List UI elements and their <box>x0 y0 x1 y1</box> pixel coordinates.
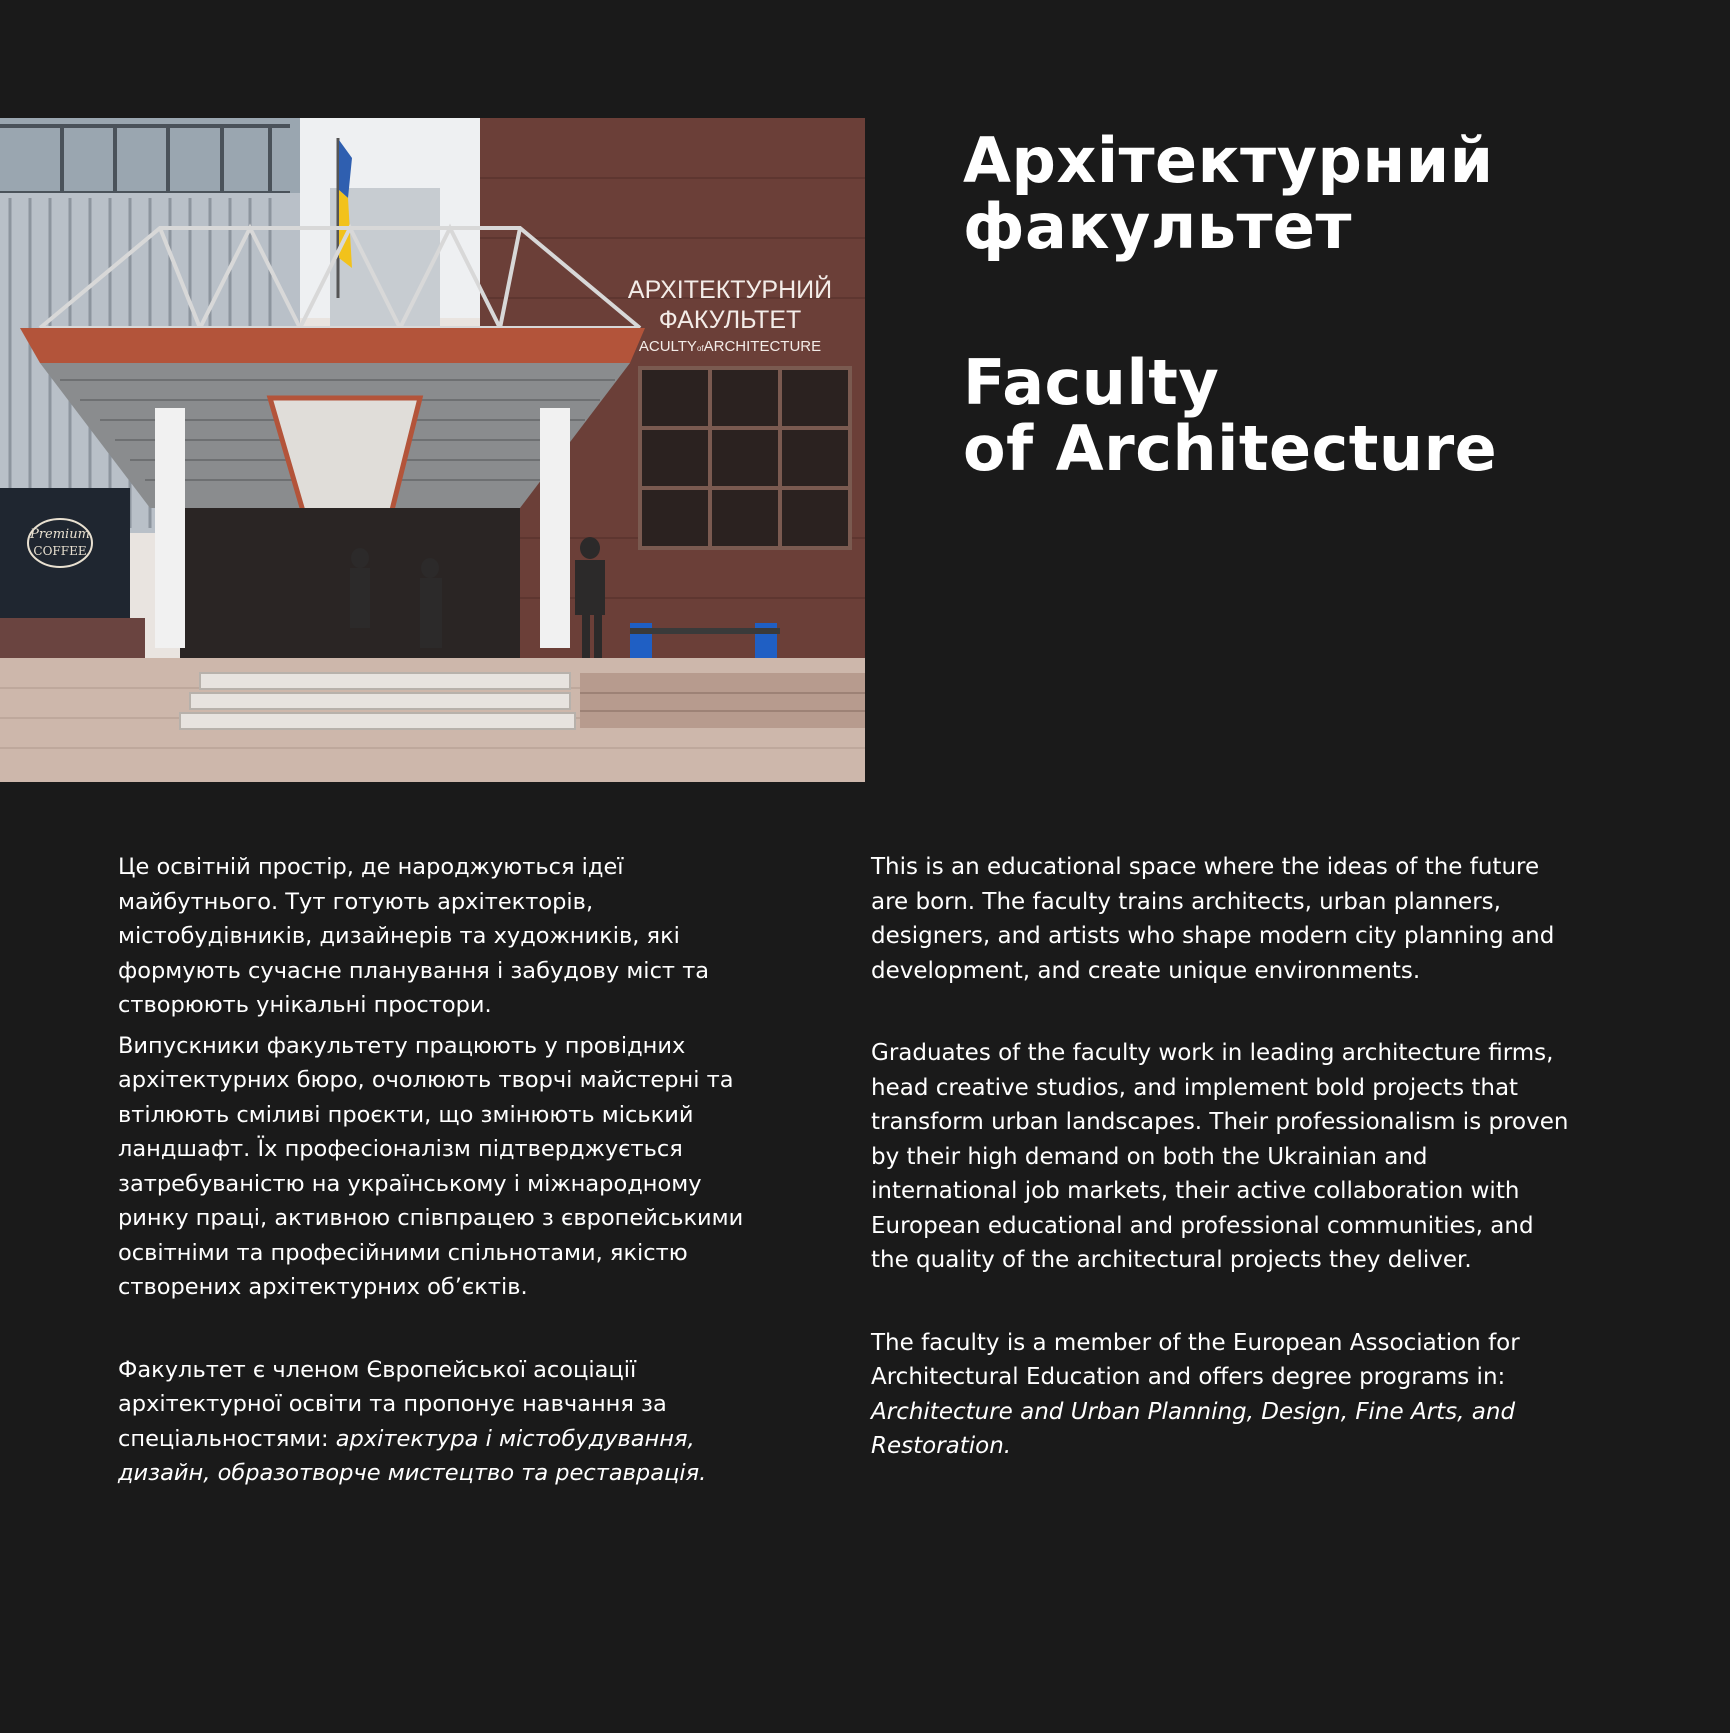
building-photo <box>0 118 865 782</box>
title-ukrainian-line1: Архітектурний <box>963 124 1494 197</box>
english-text-column <box>871 850 1571 1464</box>
english-paragraph-1: This is an educational space where the ideas of the future are born. The faculty trains architects, urban planners, designers, and artists who shape modern city planning and development, and create unique environments. <box>871 854 1555 984</box>
title-ukrainian-line2: факультет <box>963 190 1352 263</box>
ukrainian-text-column <box>118 850 778 1491</box>
ukrainian-paragraph-2: Випускники факультету працюють у провідних архітектурних бюро, очолюють творчі майстерні та втілюють сміливі проєкти, що змінюють міський ландшафт. Їх професіоналізм підтверджується затребуваністю на українському і міжнародному ринку праці, активною співпрацею з європейськими освітніми та професійними спільнотами, якістю створених архітектурних об’єктів. <box>118 1032 744 1300</box>
english-programs-list: Architecture and Urban Planning, Design, Fine Arts, and Restoration. <box>871 1398 1516 1459</box>
ukrainian-programs-list: архітектура і містобудування, дизайн, образотворче мистецтво та реставрація. <box>118 1425 707 1486</box>
ukrainian-paragraph-3 <box>118 1353 778 1491</box>
title-english-line2: of Architecture <box>963 412 1498 485</box>
title-ukrainian <box>963 124 1703 263</box>
ukrainian-paragraph-1: Це освітній простір, де народжуються ідеї майбутнього. Тут готують архітекторів, містобудівників, дизайнерів та художників, які формують сучасне планування і забудову міст та створюють унікальні простори. <box>118 854 710 1018</box>
title-english-line1: Faculty <box>963 346 1220 419</box>
photo-kiosk-line2: COFFEE <box>33 544 87 558</box>
photo-sign-line2: ФАКУЛЬТЕТ <box>658 306 802 334</box>
photo-sign-line3: ACULTYofARCHITECTURE <box>638 338 822 355</box>
photo-kiosk-line1: Premium <box>30 527 90 542</box>
photo-sign-line1: АРХІТЕКТУРНИЙ <box>627 276 833 304</box>
english-paragraph-3-intro: The faculty is a member of the European Association for Architectural Education and offers degree programs in: <box>871 1329 1520 1390</box>
ukrainian-paragraph-3-intro: Факультет є членом Європейської асоціації архітектурної освіти та пропонує навчання за спеціальностями: <box>118 1356 667 1452</box>
title-english <box>963 346 1703 485</box>
title-block <box>963 124 1703 485</box>
english-paragraph-2: Graduates of the faculty work in leading architecture firms, head creative studios, and implement bold projects that transform urban landscapes. Their professionalism is proven by their high demand on both the Ukrainian and international job markets, their active collaboration with European educational and professional communities, and the quality of the architectural projects they deliver. <box>871 1040 1569 1273</box>
english-paragraph-3 <box>871 1326 1571 1464</box>
